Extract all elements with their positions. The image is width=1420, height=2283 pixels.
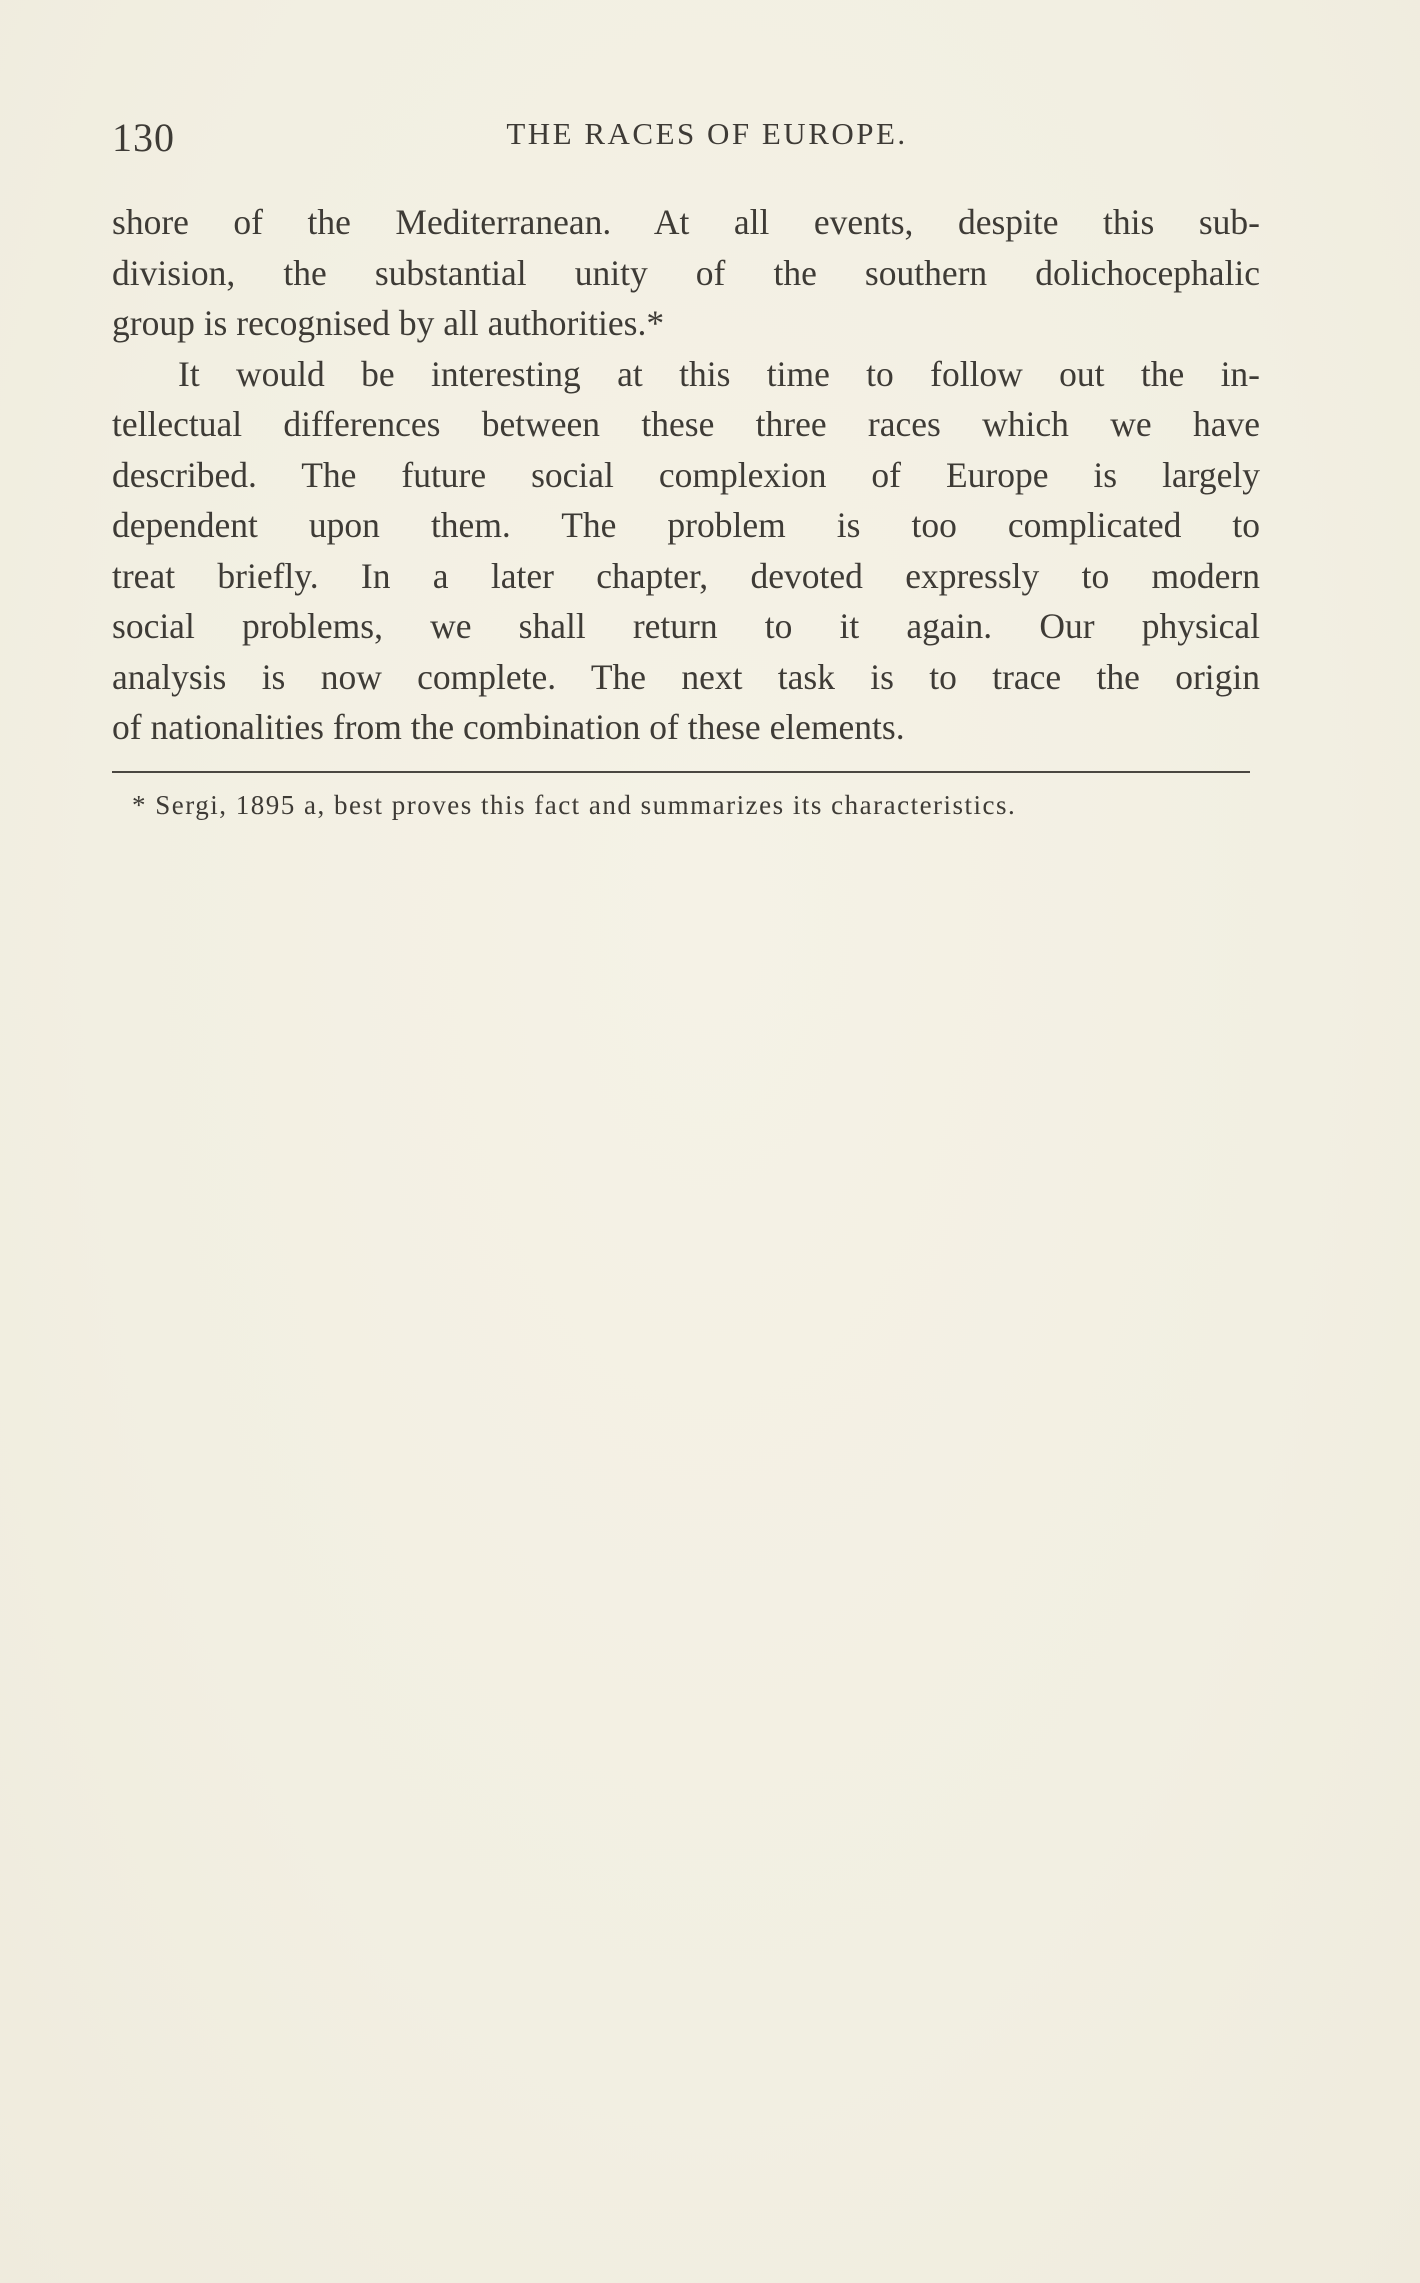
text-line: described. The future social complexion of Europe is largely xyxy=(112,454,1260,495)
page-number: 130 xyxy=(112,115,175,160)
running-head: THE RACES OF EUROPE. xyxy=(506,116,908,151)
body-text xyxy=(112,197,1260,753)
text-line: social problems, we shall return to it again. Our physical xyxy=(112,606,1260,646)
footnote: * Sergi, 1895 a, best proves this fact and summarizes its characteristics. xyxy=(132,790,1017,820)
text-line: It would be interesting at this time to follow out the in- xyxy=(178,353,1260,394)
text-line: group is recognised by all authorities.* xyxy=(112,303,665,343)
footnote-divider xyxy=(112,771,1250,773)
text-line: division, the substantial unity of the southern dolichocephalic xyxy=(112,252,1260,293)
text-line: dependent upon them. The problem is too complicated to xyxy=(112,505,1260,545)
text-line: of nationalities from the combination of these elements. xyxy=(112,707,905,747)
text-line: shore of the Mediterranean. At all events, despite this sub- xyxy=(112,202,1260,242)
text-line: analysis is now complete. The next task is to trace the origin xyxy=(112,656,1260,697)
text-line: treat briefly. In a later chapter, devoted expressly to modern xyxy=(112,555,1260,596)
text-line: tellectual differences between these three races which we have xyxy=(112,404,1260,444)
page-header xyxy=(112,112,1262,162)
